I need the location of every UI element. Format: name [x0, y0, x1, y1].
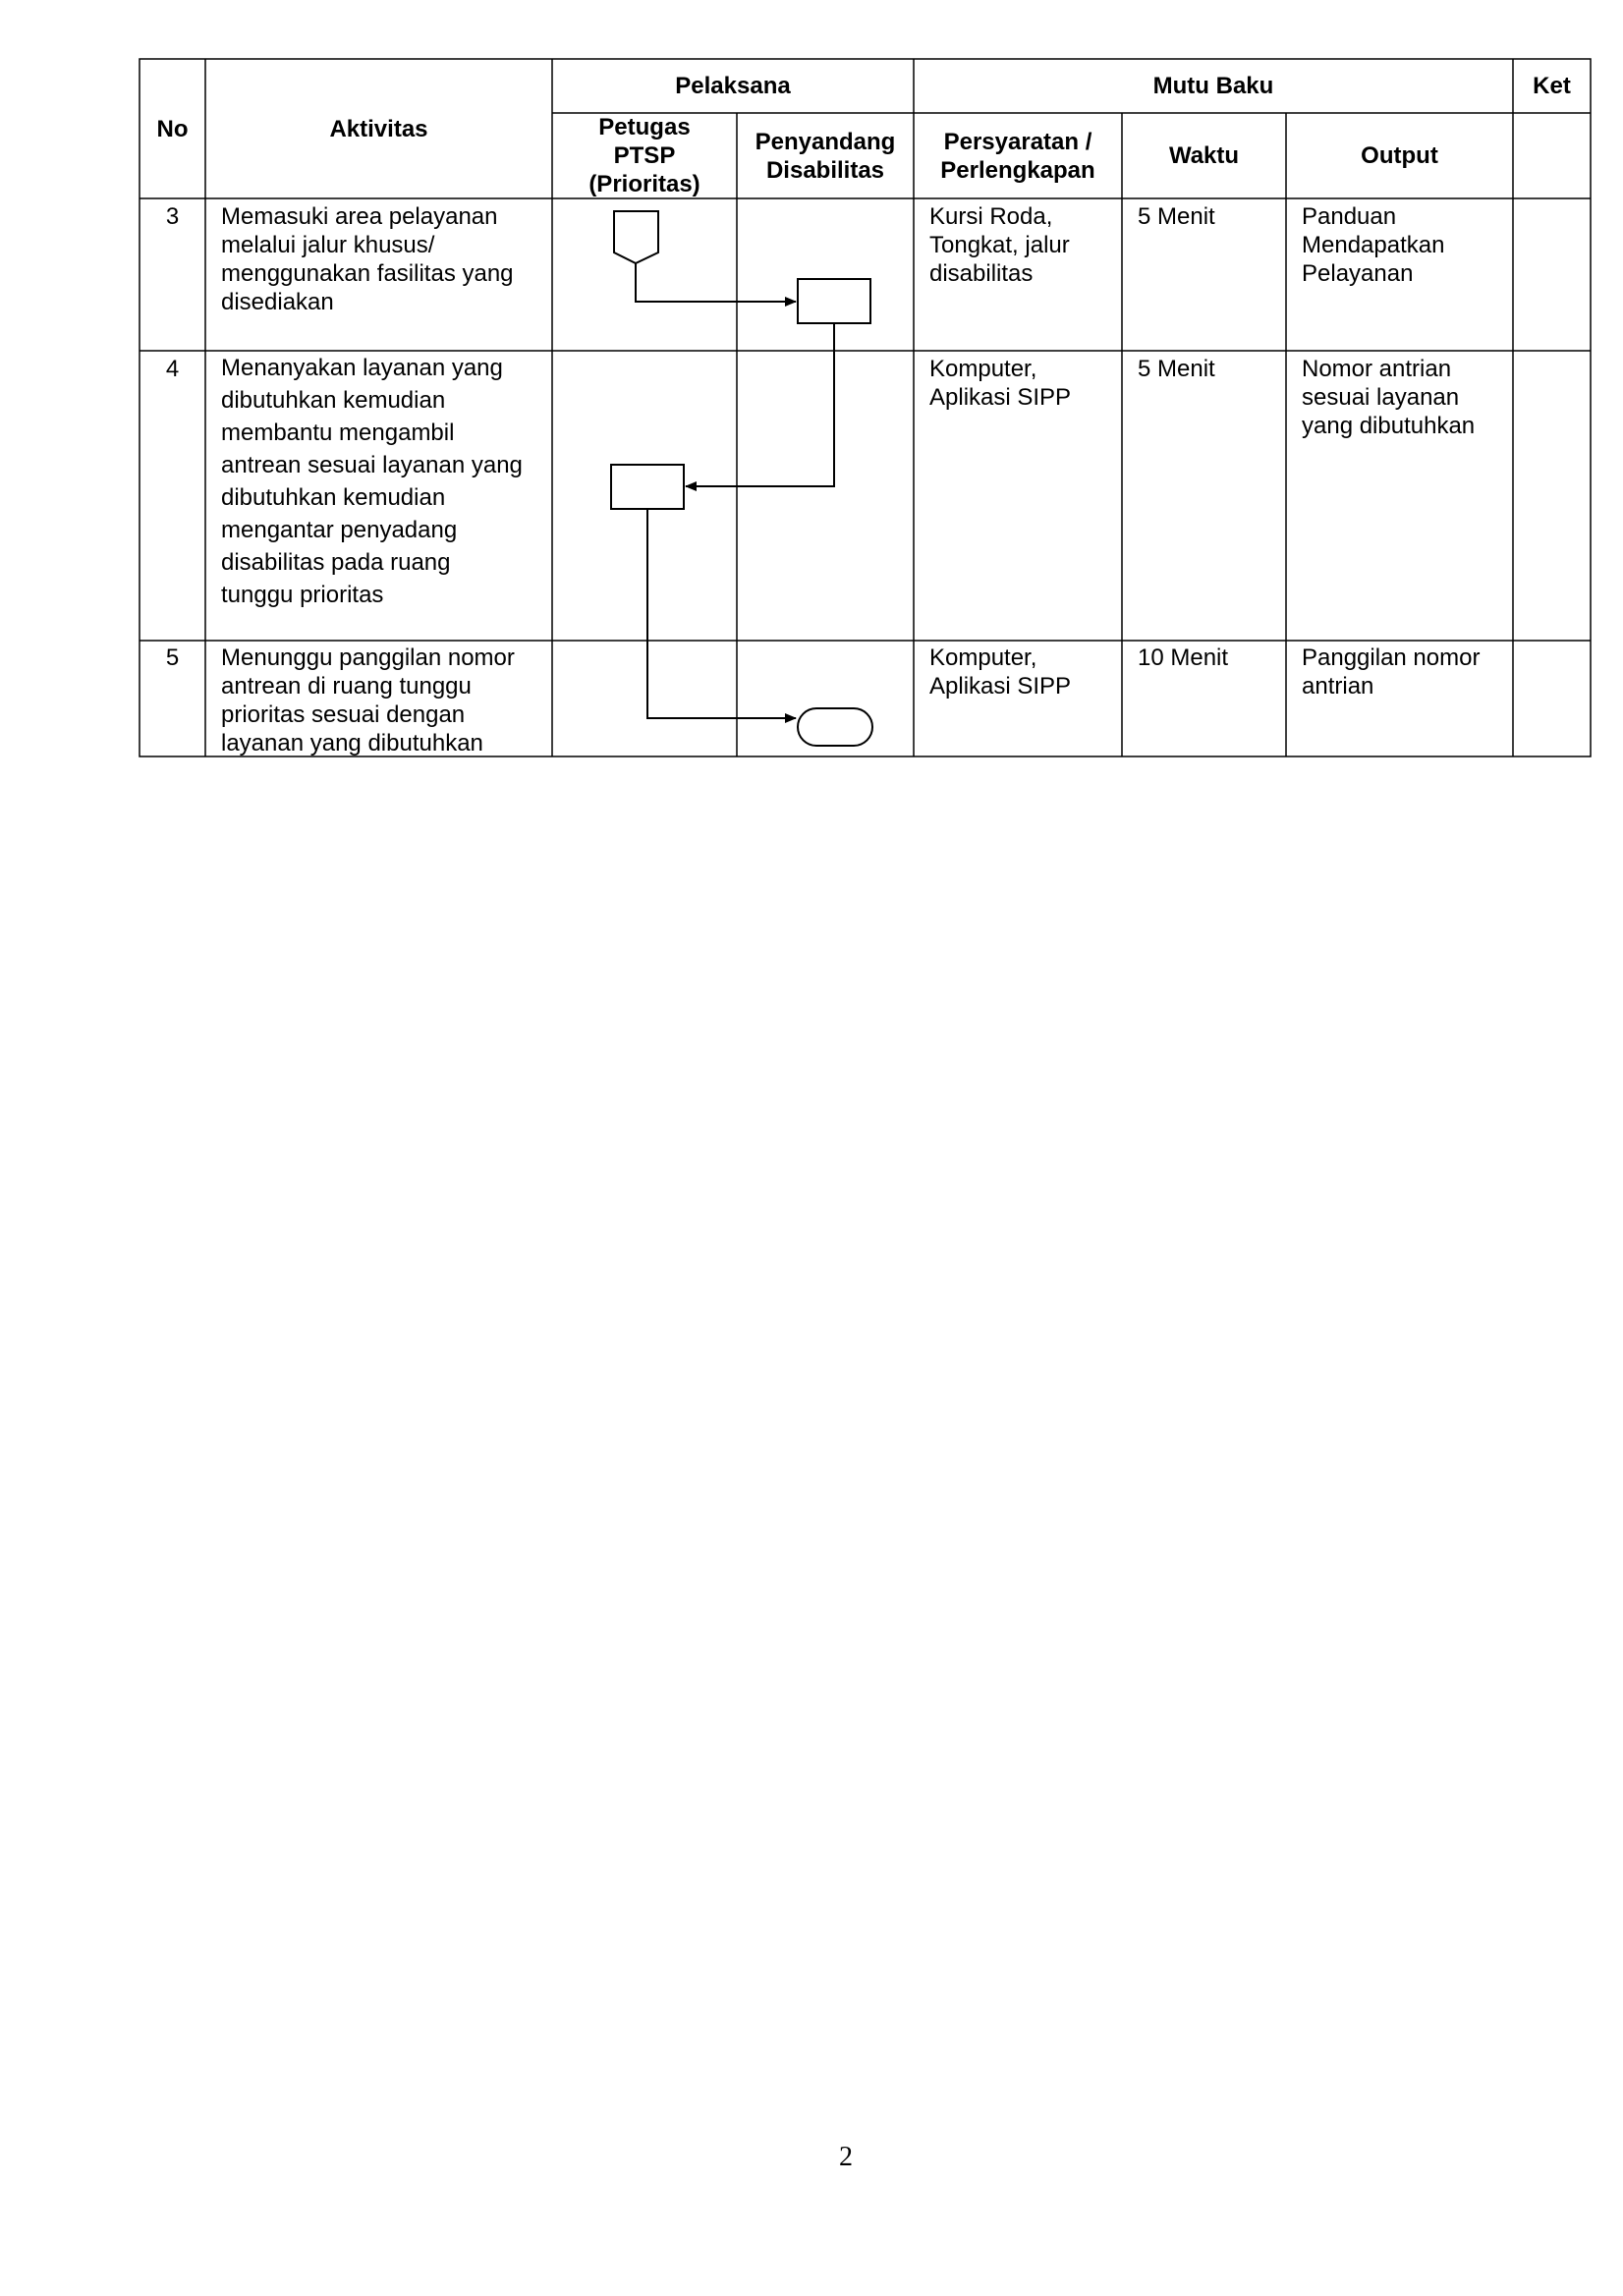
- row-aktivitas: Memasuki area pelayanan melalui jalur khusus/ menggunakan fasilitas yang disediakan: [221, 203, 514, 315]
- row-output: Panduan Mendapatkan Pelayanan: [1302, 203, 1445, 287]
- header-waktu: Waktu: [1168, 142, 1240, 169]
- terminator-row5: [798, 708, 872, 746]
- header-pelaksana: Pelaksana: [675, 73, 791, 99]
- row-persyaratan: Kursi Roda, Tongkat, jalur disabilitas: [929, 203, 1070, 287]
- flow-arrow-3: [647, 509, 796, 718]
- row-no: 4: [165, 356, 180, 382]
- header-no: No: [156, 115, 189, 142]
- header-petugas-ptsp: Petugas PTSP (Prioritas): [588, 114, 700, 197]
- process-box-row4: [611, 465, 684, 509]
- header-penyandang-disabilitas: Penyandang Disabilitas: [755, 128, 896, 184]
- header-aktivitas: Aktivitas: [329, 115, 428, 142]
- row-aktivitas: Menanyakan layanan yang dibutuhkan kemudian membantu mengambil antrean sesuai layanan yang dibutuhkan kemudian mengantar penyadang disabilitas pada ruang tunggu prioritas: [221, 355, 523, 608]
- off-page-connector-shape: [614, 211, 658, 263]
- row-waktu: 5 Menit: [1138, 356, 1215, 382]
- process-box-row3: [798, 279, 870, 323]
- row-aktivitas: Menunggu panggilan nomor antrean di ruang tunggu prioritas sesuai dengan layanan yang dibutuhkan: [221, 644, 515, 756]
- row-waktu: 5 Menit: [1138, 203, 1215, 230]
- row-output: Panggilan nomor antrian: [1302, 644, 1481, 700]
- row-waktu: 10 Menit: [1138, 644, 1229, 671]
- row-output: Nomor antrian sesuai layanan yang dibutuhkan: [1302, 356, 1476, 439]
- row-persyaratan: Komputer, Aplikasi SIPP: [929, 644, 1072, 700]
- header-mutu-baku: Mutu Baku: [1152, 73, 1274, 99]
- page-number: 2: [839, 2142, 853, 2172]
- row-no: 3: [165, 203, 180, 230]
- header-output: Output: [1361, 142, 1438, 169]
- flow-arrow-1: [636, 263, 796, 302]
- header-ket: Ket: [1533, 73, 1571, 99]
- header-persyaratan: Persyaratan / Perlengkapan: [940, 128, 1095, 184]
- flow-arrow-2: [686, 323, 834, 486]
- row-no: 5: [165, 644, 180, 671]
- row-persyaratan: Komputer, Aplikasi SIPP: [929, 356, 1072, 411]
